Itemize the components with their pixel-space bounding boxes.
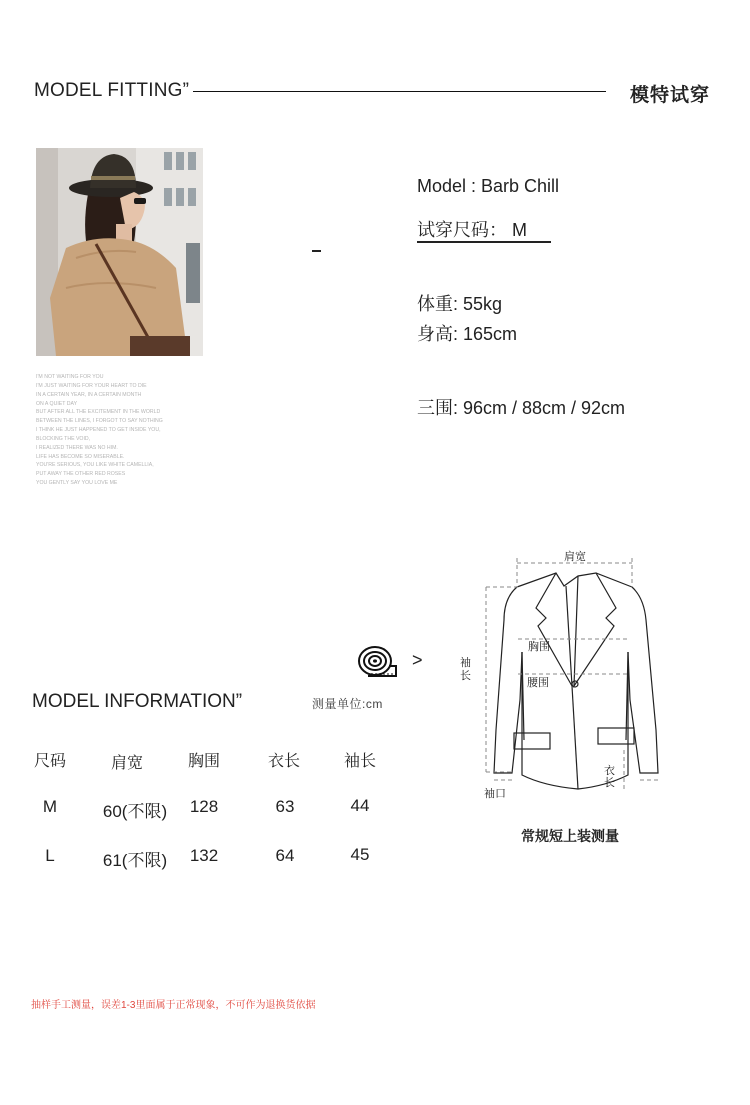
section-title-model-information: MODEL INFORMATION” xyxy=(32,691,243,712)
table-header: 袖长 xyxy=(343,753,377,770)
poem-line: I'M JUST WAITING FOR YOUR HEART TO DIE xyxy=(36,382,147,389)
label-chest: 胸围 xyxy=(528,640,550,653)
label-shoulder: 肩宽 xyxy=(564,550,586,563)
arrow-indicator: > xyxy=(412,650,423,670)
poem-line: BETWEEN THE LINES, I FORGOT TO SAY NOTHING xyxy=(36,418,163,425)
poem-line: ON A QUIET DAY xyxy=(36,400,78,407)
poem-line: LIFE HAS BECOME SO MISERABLE. xyxy=(36,453,125,460)
poem-line: I REALIZED THERE WAS NO HIM. xyxy=(36,444,118,451)
header-divider xyxy=(193,91,606,92)
label-cuff: 袖口 xyxy=(484,787,506,800)
poem-line: I THINK HE JUST HAPPENED TO GET INSIDE YOU, xyxy=(36,427,161,434)
model-measurements: 三围: 96cm / 88cm / 92cm xyxy=(417,398,626,418)
separator-dash xyxy=(312,250,321,252)
measuring-tape-icon xyxy=(356,640,398,680)
section-title-chinese: 模特试穿 xyxy=(630,85,711,106)
table-cell: 61(不限) xyxy=(102,851,168,870)
poem-line: YOU GENTLY SAY YOU LOVE ME xyxy=(36,480,118,487)
table-cell: 63 xyxy=(275,797,295,816)
poem-line: I'M NOT WAITING FOR YOU xyxy=(36,374,104,380)
jacket-measurement-diagram xyxy=(460,540,674,802)
table-header: 衣长 xyxy=(267,753,301,770)
try-size: 试穿尺码： M xyxy=(417,220,527,240)
label-waist: 腰围 xyxy=(527,676,549,689)
table-cell: 45 xyxy=(350,845,370,864)
model-weight: 体重: 55kg xyxy=(417,294,503,314)
poem-line: PUT AWAY THE OTHER RED ROSES xyxy=(36,471,126,478)
poem-line: YOU'RE SERIOUS, YOU LIKE WHITE CAMELLIA, xyxy=(36,462,154,469)
label-length-1: 衣 xyxy=(604,764,615,777)
try-size-underline xyxy=(417,241,551,243)
table-cell: M xyxy=(42,797,58,816)
label-length-2: 长 xyxy=(604,776,615,789)
decorative-poem-text xyxy=(36,373,206,488)
table-cell: 132 xyxy=(189,846,219,865)
label-sleeve-1: 袖 xyxy=(460,656,471,669)
poem-line: IN A CERTAIN YEAR, IN A CERTAIN MONTH xyxy=(36,391,142,398)
diagram-caption: 常规短上装测量 xyxy=(521,828,619,844)
table-cell: L xyxy=(45,846,55,865)
table-header: 尺码 xyxy=(33,753,67,770)
model-name: Model : Barb Chill xyxy=(417,176,560,196)
table-header: 肩宽 xyxy=(110,755,144,772)
measurement-unit: 测量单位:cm xyxy=(312,697,383,711)
table-header: 胸围 xyxy=(187,753,221,770)
model-photo xyxy=(36,148,203,356)
model-height: 身高: 165cm xyxy=(417,324,518,344)
section-title-model-fitting: MODEL FITTING” xyxy=(34,80,190,101)
measurement-disclaimer: 抽样手工测量，误差1-3里面属于正常现象，不可作为退换货依据 xyxy=(31,1000,316,1011)
table-cell: 44 xyxy=(350,796,370,815)
poem-line: BLOCKING THE VOID, xyxy=(36,435,91,442)
table-cell: 64 xyxy=(275,846,295,865)
table-cell: 128 xyxy=(189,797,219,816)
label-sleeve-2: 长 xyxy=(460,669,471,682)
table-cell: 60(不限) xyxy=(102,802,168,821)
poem-line: BUT AFTER ALL THE EXCITEMENT IN THE WORLD xyxy=(36,409,161,416)
